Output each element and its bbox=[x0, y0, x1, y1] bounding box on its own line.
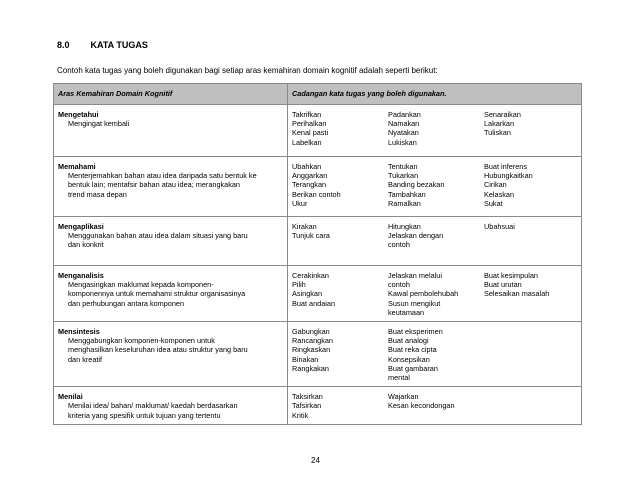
word-column bbox=[388, 392, 484, 420]
word: Perihalkan bbox=[292, 119, 327, 129]
word: Ukur bbox=[292, 198, 308, 208]
word: Labelkan bbox=[292, 137, 322, 147]
word: Jelaskan dengan bbox=[388, 231, 444, 241]
word: contoh bbox=[388, 240, 410, 250]
table-row bbox=[54, 105, 582, 157]
domain-description bbox=[58, 171, 283, 199]
kata-tugas-cell bbox=[288, 157, 582, 217]
domain-name: Menganalisis bbox=[58, 271, 104, 280]
word: Taksirkan bbox=[292, 392, 323, 402]
word: Konsepsikan bbox=[388, 354, 430, 364]
word: Jelaskan melalui bbox=[388, 271, 442, 280]
word: Takrifkan bbox=[292, 110, 322, 119]
desc-line: bentuk lain; mentafsir bahan atau idea; merangkakan bbox=[68, 180, 240, 190]
section-number: 8.0 bbox=[57, 40, 70, 50]
word: Kirakan bbox=[292, 222, 317, 231]
section-heading bbox=[57, 40, 148, 50]
word: Buat inferens bbox=[484, 162, 527, 171]
word: Sukat bbox=[484, 198, 503, 208]
word-column bbox=[292, 327, 388, 382]
word: Tambahkan bbox=[388, 189, 426, 199]
word-column bbox=[292, 110, 388, 147]
intro-text: Contoh kata tugas yang boleh digunakan bagi setiap aras kemahiran domain kognitif adalah seperti berikut: bbox=[57, 66, 438, 75]
word-column bbox=[388, 110, 484, 147]
word: Gabungkan bbox=[292, 327, 330, 337]
word: contoh bbox=[388, 280, 410, 290]
word: Tafsirkan bbox=[292, 401, 322, 411]
domain-description bbox=[58, 119, 283, 128]
word-column bbox=[484, 271, 574, 317]
kata-tugas-cell bbox=[288, 105, 582, 157]
word: Cirikan bbox=[484, 180, 507, 190]
word: Buat analogi bbox=[388, 336, 429, 346]
domain-description bbox=[58, 401, 283, 419]
word-column bbox=[484, 392, 574, 420]
word-column bbox=[484, 162, 574, 208]
word: Namakan bbox=[388, 119, 420, 129]
word: Tentukan bbox=[388, 162, 418, 171]
word: Berikan contoh bbox=[292, 189, 341, 199]
word: Terangkan bbox=[292, 180, 327, 190]
domain-cell bbox=[54, 387, 288, 425]
domain-cell bbox=[54, 266, 288, 322]
word-column bbox=[484, 222, 574, 250]
word: Rangkakan bbox=[292, 363, 329, 373]
domain-description bbox=[58, 231, 283, 249]
desc-line: dan konkrit bbox=[68, 240, 104, 250]
word-column bbox=[292, 271, 388, 317]
kata-tugas-cell bbox=[288, 322, 582, 387]
header-kata-tugas: Cadangan kata tugas yang boleh digunakan. bbox=[288, 84, 582, 105]
word: Asingkan bbox=[292, 289, 323, 299]
word: Nyatakan bbox=[388, 128, 419, 138]
domain-cell bbox=[54, 157, 288, 217]
word-column bbox=[292, 222, 388, 250]
domain-description bbox=[58, 280, 283, 308]
kata-tugas-cell bbox=[288, 217, 582, 266]
word: Binakan bbox=[292, 354, 319, 364]
desc-line: Menggunakan bahan atau idea dalam situasi yang baru bbox=[68, 231, 248, 241]
word: Buat urutan bbox=[484, 280, 522, 290]
domain-description bbox=[58, 336, 283, 364]
word: Selesaikan masalah bbox=[484, 289, 550, 299]
table-row bbox=[54, 322, 582, 387]
domain-cell bbox=[54, 105, 288, 157]
desc-line: kriteria yang spesifik untuk tujuan yang tertentu bbox=[68, 410, 221, 420]
word: Cerakinkan bbox=[292, 271, 329, 280]
word: Lukiskan bbox=[388, 137, 417, 147]
domain-cell bbox=[54, 217, 288, 266]
word-column bbox=[292, 162, 388, 208]
word: Buat eksperimen bbox=[388, 327, 443, 337]
word: Kritik bbox=[292, 410, 309, 420]
word-column bbox=[388, 222, 484, 250]
desc-line: Menilai idea/ bahan/ maklumat/ kaedah berdasarkan bbox=[68, 401, 238, 411]
desc-line: komponennya untuk memahami struktur organisasinya bbox=[68, 289, 246, 299]
word: Ubahsuai bbox=[484, 222, 515, 231]
word: Tuliskan bbox=[484, 128, 511, 138]
word: Buat andaian bbox=[292, 298, 336, 308]
kata-tugas-cell bbox=[288, 387, 582, 425]
word: Banding bezakan bbox=[388, 180, 445, 190]
domain-name: Mengaplikasi bbox=[58, 222, 104, 231]
word: Wajarkan bbox=[388, 392, 419, 402]
word: Buat kesimpulan bbox=[484, 271, 538, 280]
word: keutamaan bbox=[388, 307, 425, 317]
word: Lakarkan bbox=[484, 119, 515, 129]
word: Buat gambaran bbox=[388, 363, 438, 373]
desc-line: dan kreatif bbox=[68, 354, 103, 364]
word-column bbox=[484, 327, 574, 382]
word: Kenal pasti bbox=[292, 128, 329, 138]
word: Kelaskan bbox=[484, 189, 515, 199]
domain-name: Mengetahui bbox=[58, 110, 99, 119]
word: Rancangkan bbox=[292, 336, 333, 346]
word: Tukarkan bbox=[388, 171, 419, 181]
table-row bbox=[54, 266, 582, 322]
domain-name: Mensintesis bbox=[58, 327, 100, 337]
desc-line: menghasilkan keseluruhan idea atau struktur yang baru bbox=[68, 345, 248, 355]
word: Pilih bbox=[292, 280, 306, 290]
word-column bbox=[292, 392, 388, 420]
domain-name: Memahami bbox=[58, 162, 96, 171]
desc-line: dan perhubungan antara komponen bbox=[68, 298, 185, 308]
table-row bbox=[54, 387, 582, 425]
word: Senaraikan bbox=[484, 110, 521, 119]
desc-line: Mengingat kembali bbox=[68, 119, 130, 129]
domain-name: Menilai bbox=[58, 392, 83, 402]
kata-tugas-cell bbox=[288, 266, 582, 322]
word: Padankan bbox=[388, 110, 421, 119]
word: Ubahkan bbox=[292, 162, 322, 171]
word: Ramalkan bbox=[388, 198, 421, 208]
section-title: KATA TUGAS bbox=[90, 40, 148, 50]
word: Tunjuk cara bbox=[292, 231, 330, 241]
word-column bbox=[484, 110, 574, 147]
word: Hitungkan bbox=[388, 222, 421, 231]
kata-tugas-table bbox=[53, 83, 582, 425]
domain-cell bbox=[54, 322, 288, 387]
table-row bbox=[54, 217, 582, 266]
word: Buat reka cipta bbox=[388, 345, 437, 355]
desc-line: trend masa depan bbox=[68, 189, 127, 199]
desc-line: Menterjemahkan bahan atau idea daripada satu bentuk ke bbox=[68, 171, 257, 181]
word: Kesan kecondongan bbox=[388, 401, 455, 411]
word: mental bbox=[388, 373, 410, 383]
word-column bbox=[388, 162, 484, 208]
word-column bbox=[388, 327, 484, 382]
desc-line: Mengasingkan maklumat kepada komponen- bbox=[68, 280, 214, 290]
page-number: 24 bbox=[311, 456, 320, 465]
header-domain: Aras Kemahiran Domain Kognitif bbox=[54, 84, 288, 105]
word: Kawal pembolehubah bbox=[388, 289, 459, 299]
table-row bbox=[54, 157, 582, 217]
word: Susun mengikut bbox=[388, 298, 441, 308]
table-header-row bbox=[54, 84, 582, 105]
word: Hubungkaitkan bbox=[484, 171, 533, 181]
word: Ringkaskan bbox=[292, 345, 331, 355]
word-column bbox=[388, 271, 484, 317]
desc-line: Menggabungkan komponen-komponen untuk bbox=[68, 336, 215, 346]
word: Anggarkan bbox=[292, 171, 328, 181]
